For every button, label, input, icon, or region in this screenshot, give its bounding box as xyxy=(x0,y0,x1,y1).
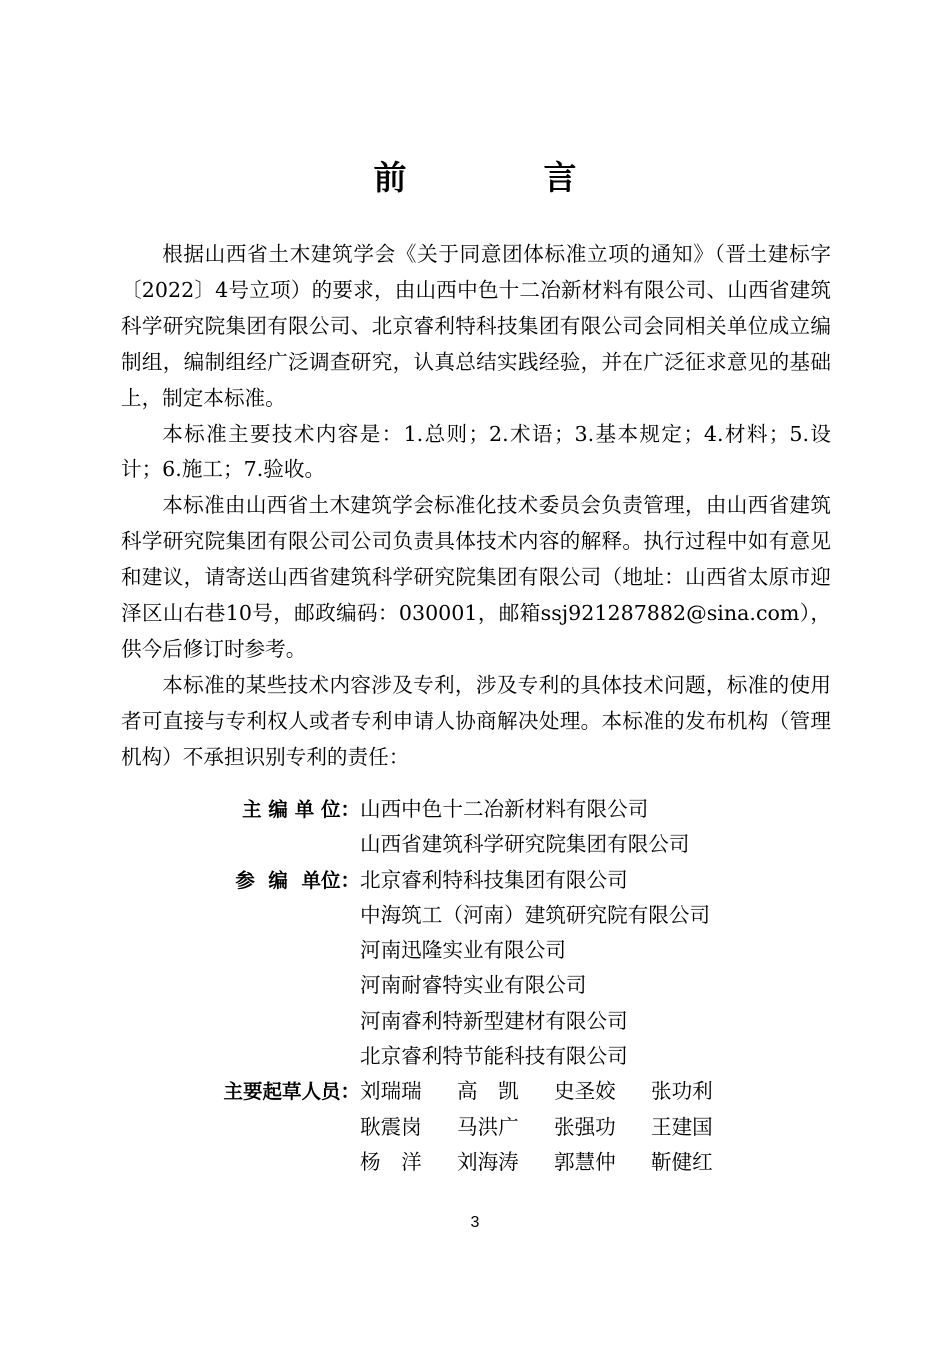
drafters-row xyxy=(360,1074,830,1109)
organization-name: 北京睿利特节能科技有限公司 xyxy=(360,1044,628,1069)
paragraph: 根据山西省土木建筑学会《关于同意团体标准立项的通知》（晋土建标字〔2022〕4号立项）的要求，由山西中色十二冶新材料有限公司、山西省建筑科学研究院集团有限公司、北京睿利特科技集团有限公司会同相关单位成立编制组，编制组经广泛调查研究，认真总结实践经验，并在广泛征求意见的基础上，制定本标准。 xyxy=(121,242,831,410)
paragraph: 本标准由山西省土木建筑学会标准化技术委员会负责管理，由山西省建筑科学研究院集团有限公司公司负责具体技术内容的解释。执行过程中如有意见和建议，请寄送山西省建筑科学研究院集团有限公司（地址：山西省太原市迎泽区山右巷10号，邮政编码：030001，邮箱ssj921287882@sina.com），供今后修订时参考。 xyxy=(121,493,831,661)
paragraph: 本标准的某些技术内容涉及专利，涉及专利的具体技术问题，标准的使用者可直接与专利权人或者专利申请人协商解决处理。本标准的发布机构（管理机构）不承担识别专利的责任： xyxy=(121,672,831,769)
drafters-row xyxy=(360,1110,830,1145)
drafter-name: 靳健红 xyxy=(651,1149,713,1174)
main-drafters xyxy=(190,1074,830,1180)
organization-name: 河南耐睿特实业有限公司 xyxy=(360,973,587,998)
drafters-row xyxy=(360,1145,830,1180)
drafter-name: 刘瑞瑞 xyxy=(360,1079,422,1104)
organization-name: 河南睿利特新型建材有限公司 xyxy=(360,1008,628,1033)
preface-body xyxy=(121,237,831,776)
organization-name: 中海筑工（河南）建筑研究院有限公司 xyxy=(360,902,711,927)
drafters-label: 主要起草人员： xyxy=(223,1080,360,1104)
drafter-name: 王建国 xyxy=(651,1114,713,1139)
organization-name: 山西中色十二冶新材料有限公司 xyxy=(360,797,649,821)
organization-name: 北京睿利特科技集团有限公司 xyxy=(360,867,628,892)
chief-editor-units xyxy=(190,792,830,863)
organization-name: 山西省建筑科学研究院集团有限公司 xyxy=(360,832,690,857)
drafter-name: 郭慧仲 xyxy=(554,1149,616,1174)
chief-editor-label: 主 编 单 位： xyxy=(242,798,360,821)
drafter-name: 高 凯 xyxy=(457,1079,519,1104)
page-number: 3 xyxy=(470,1214,480,1231)
drafter-name: 杨 洋 xyxy=(360,1149,422,1174)
drafter-name: 马洪广 xyxy=(457,1114,519,1139)
drafter-name: 张功利 xyxy=(651,1079,713,1104)
participating-label: 参 编 单位： xyxy=(235,868,360,892)
credits-section xyxy=(190,792,830,1180)
drafter-name: 史圣姣 xyxy=(554,1079,616,1104)
page-title: 前 言 xyxy=(373,158,629,197)
organization-name: 河南迅隆实业有限公司 xyxy=(360,938,566,963)
drafter-name: 耿震岗 xyxy=(360,1114,422,1139)
paragraph: 本标准主要技术内容是：1.总则；2.术语；3.基本规定；4.材料；5.设计；6.施工；7.验收。 xyxy=(121,421,831,482)
drafter-name: 张强功 xyxy=(554,1114,616,1139)
participating-units xyxy=(190,863,830,1075)
drafter-name: 刘海涛 xyxy=(457,1149,519,1174)
